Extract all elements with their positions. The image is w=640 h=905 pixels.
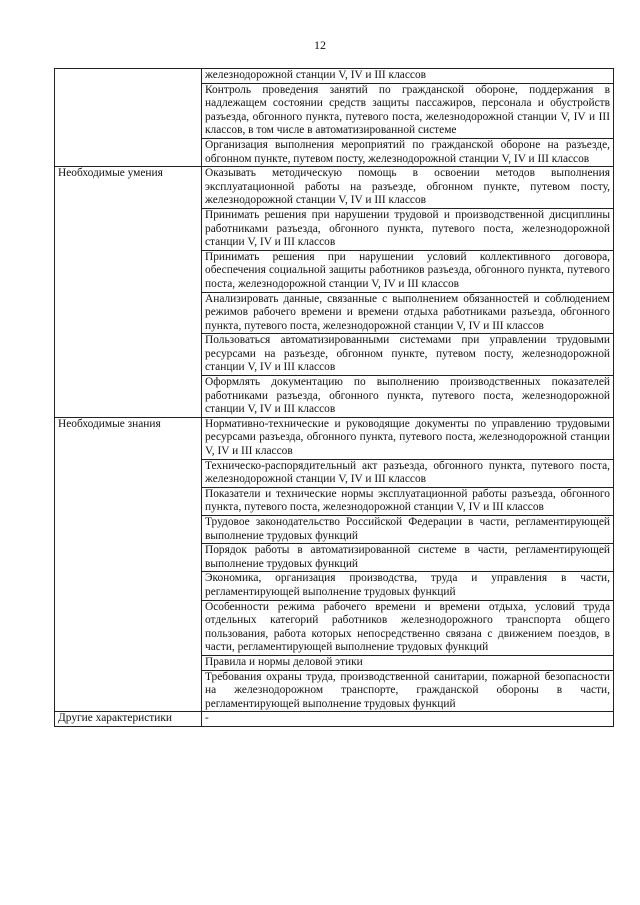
skills-label: Необходимые умения: [55, 167, 202, 418]
other-value: -: [202, 712, 614, 727]
skill-cell: Принимать решения при нарушении трудовой и производственной дисциплины работниками разъезда, обгонного пункта, путевого поста, железнодорожной станции V, IV и III классов: [202, 208, 614, 250]
table-cell: Организация выполнения мероприятий по гражданской обороне на разъезде, обгонном пункте, путевом посту, железнодорожной станции V, IV и III классов: [202, 138, 614, 166]
skill-cell: Оказывать методическую помощь в освоении методов выполнения эксплуатационной работы на разъезде, обгонном пункте, путевом посту, железнодорожной станции V, IV и III классов: [202, 167, 614, 209]
knowledge-cell: Особенности режима рабочего времени и времени отдыха, условий труда отдельных категорий работников железнодорожного транспорта общего пользования, работа которых непосредственно связана с движением поездов, в части, регламентирующей выполнение трудовых функций: [202, 600, 614, 655]
knowledge-cell: Нормативно-технические и руководящие документы по управлению трудовыми ресурсами разъезда, обгонного пункта, путевого поста, железнодорожной станции V, IV и III классов: [202, 417, 614, 459]
table-row: [55, 167, 614, 209]
table-row: [55, 712, 614, 727]
label-cell-empty: [55, 69, 202, 167]
other-label: Другие характеристики: [55, 712, 202, 727]
table-cell: железнодорожной станции V, IV и III классов: [202, 69, 614, 84]
skill-cell: Анализировать данные, связанные с выполнением обязанностей и соблюдением режимов рабочего времени и времени отдыха работниками разъезда, обгонного пункта, путевого поста, железнодорожной станции V, IV и III классов: [202, 292, 614, 334]
knowledge-cell: Показатели и технические нормы эксплуатационной работы разъезда, обгонного пункта, путевого поста, железнодорожной станции V, IV и III классов: [202, 487, 614, 515]
knowledge-label: Необходимые знания: [55, 417, 202, 711]
table-row: [55, 69, 614, 84]
knowledge-cell: Требования охраны труда, производственной санитарии, пожарной безопасности на железнодорожном транспорте, гражданской обороны в части, регламентирующей выполнение трудовых функций: [202, 670, 614, 712]
skill-cell: Пользоваться автоматизированными системами при управлении трудовыми ресурсами на разъезде, обгонном пункте, путевом посту, железнодорожной станции V, IV и III классов: [202, 334, 614, 376]
knowledge-cell: Трудовое законодательство Российской Федерации в части, регламентирующей выполнение трудовых функций: [202, 516, 614, 544]
page-number: 12: [314, 38, 326, 52]
knowledge-cell: Правила и нормы деловой этики: [202, 655, 614, 670]
knowledge-cell: Порядок работы в автоматизированной системе в части, регламентирующей выполнение трудовых функций: [202, 544, 614, 572]
knowledge-cell: Техническо-распорядительный акт разъезда, обгонного пункта, путевого поста, железнодорожной станции V, IV и III классов: [202, 459, 614, 487]
table-cell: Контроль проведения занятий по гражданской обороне, поддержания в надлежащем состоянии средств защиты пассажиров, персонала и обустройств разъезда, обгонного пункта, путевого поста, железнодорожной станции V, IV и III классов, в том числе в автоматизированной системе: [202, 83, 614, 138]
table-row: [55, 417, 614, 459]
skill-cell: Оформлять документацию по выполнению производственных показателей работниками разъезда, обгонного пункта, путевого поста, железнодорожной станции V, IV и III классов: [202, 376, 614, 418]
knowledge-cell: Экономика, организация производства, труда и управления в части, регламентирующей выполнение трудовых функций: [202, 572, 614, 600]
requirements-table: [54, 68, 614, 727]
skill-cell: Принимать решения при нарушении условий коллективного договора, обеспечения социальной защиты работников разъезда, обгонного пункта, путевого поста, железнодорожной станции V, IV и III классов: [202, 250, 614, 292]
